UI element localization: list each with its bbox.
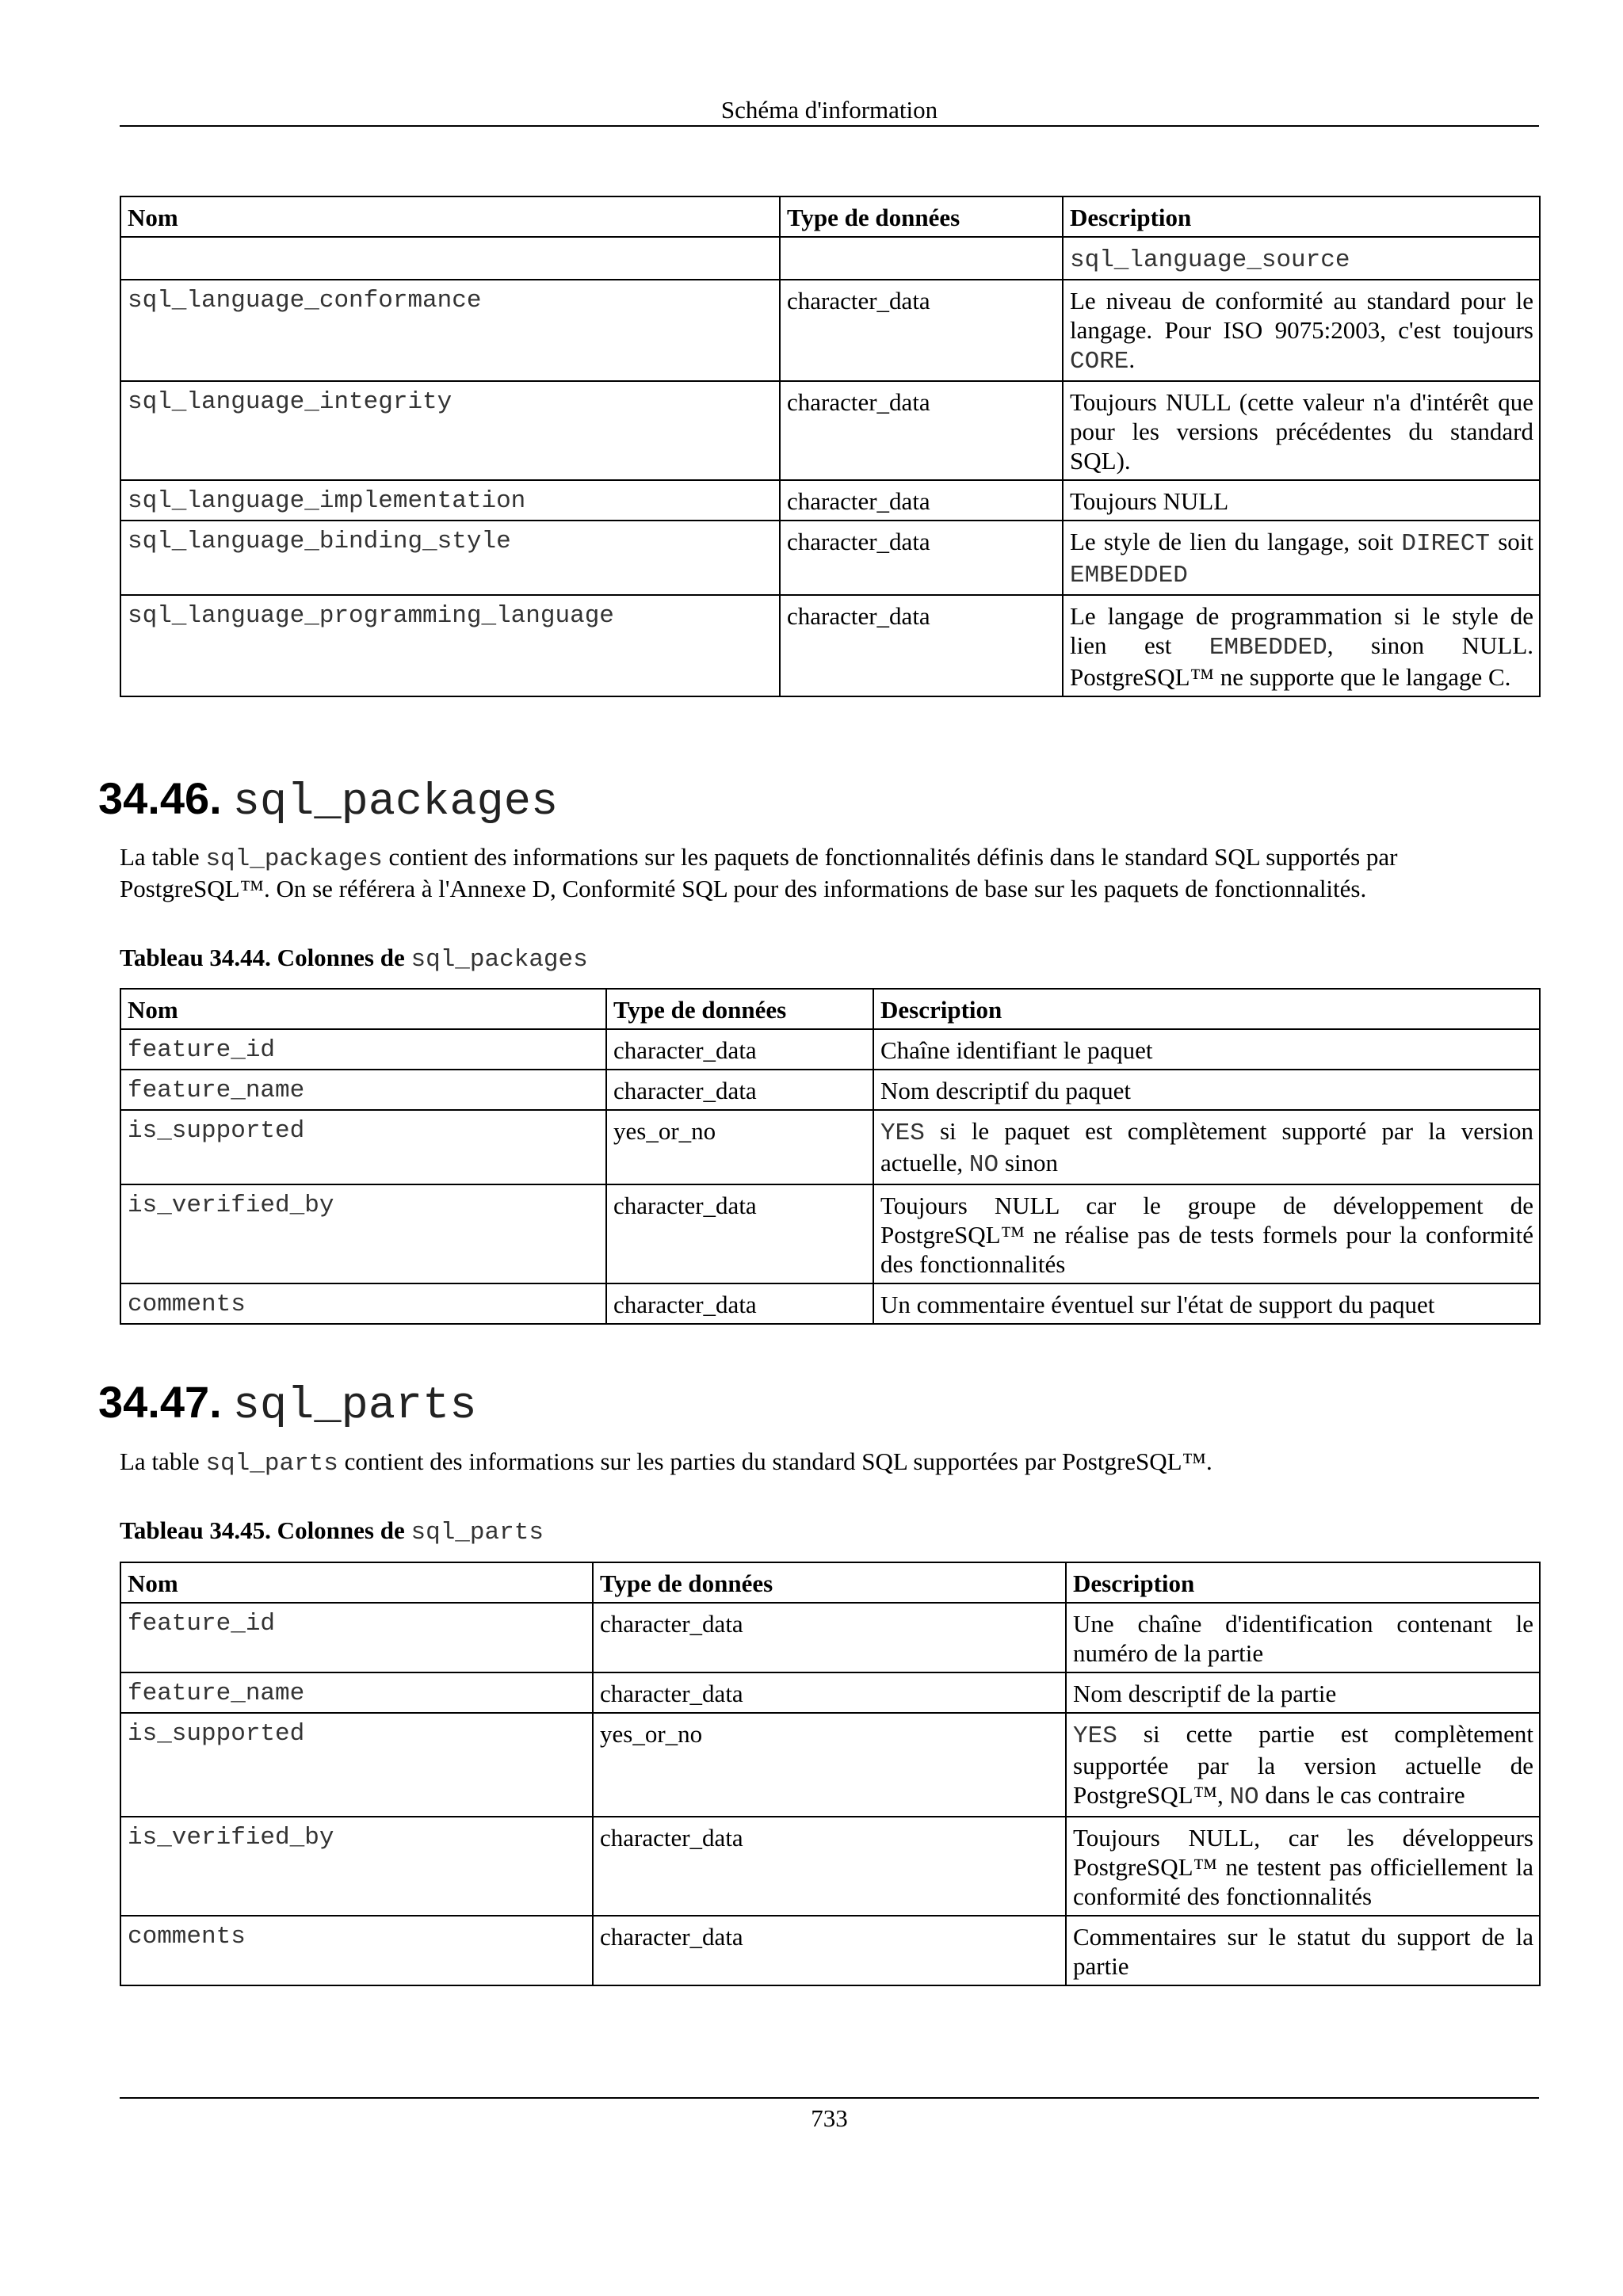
description-code: YES — [880, 1119, 925, 1147]
table-row — [120, 1603, 1540, 1672]
cell-description — [1066, 1817, 1540, 1916]
cell-type: character_data — [606, 1283, 873, 1324]
cell-name: sql_language_integrity — [120, 381, 780, 480]
table-row — [120, 595, 1540, 696]
section-intro-sql-parts — [120, 1447, 1539, 1478]
cell-type: character_data — [606, 1184, 873, 1283]
cell-name: feature_id — [120, 1029, 606, 1070]
section-number: 34.46. — [98, 773, 222, 823]
table-sql-parts — [120, 1562, 1541, 1986]
table-sql-packages — [120, 988, 1541, 1325]
description-text: Toujours NULL — [1070, 487, 1229, 515]
cell-type: character_data — [593, 1916, 1066, 1985]
description-code: EMBEDDED — [1070, 562, 1188, 589]
cell-description — [1063, 595, 1540, 696]
table-row — [120, 1672, 1540, 1713]
intro-text: contient des informations sur les paquets de fonctionnalités définis dans le standard SQL supportés par PostgreSQL™. On se référera à l'Annexe D, Conformité SQL pour des informations de base sur les paquets de fonctionnalités. — [120, 843, 1398, 902]
cell-description — [1063, 521, 1540, 595]
cell-description — [1066, 1672, 1540, 1713]
description-text: Une chaîne d'identification contenant le numéro de la partie — [1073, 1610, 1533, 1667]
table-row — [120, 237, 1540, 280]
section-code: sql_parts — [232, 1381, 477, 1432]
cell-type: yes_or_no — [606, 1110, 873, 1184]
table-row — [120, 1110, 1540, 1184]
column-header-description: Description — [1066, 1562, 1540, 1603]
cell-description — [1063, 381, 1540, 480]
cell-name: feature_id — [120, 1603, 593, 1672]
description-code: YES — [1073, 1722, 1117, 1750]
description-code: sql_language_source — [1070, 246, 1350, 274]
column-header-description: Description — [873, 989, 1540, 1029]
section-code: sql_packages — [232, 777, 559, 828]
cell-name: sql_language_implementation — [120, 480, 780, 521]
cell-type: character_data — [593, 1603, 1066, 1672]
description-text: sinon — [999, 1149, 1059, 1177]
cell-name: feature_name — [120, 1672, 593, 1713]
intro-code: sql_parts — [205, 1450, 338, 1478]
intro-text: La table — [120, 1447, 206, 1475]
cell-description — [1063, 237, 1540, 280]
description-text: si cette partie est complètement supportée par la version actuelle de PostgreSQL™, — [1073, 1720, 1533, 1809]
cell-name: is_supported — [120, 1713, 593, 1817]
cell-name: is_verified_by — [120, 1817, 593, 1916]
table-row — [120, 381, 1540, 480]
section-title-sql-packages — [98, 773, 558, 828]
cell-description — [1063, 480, 1540, 521]
description-code: EMBEDDED — [1209, 634, 1327, 662]
table-row — [120, 1070, 1540, 1110]
cell-type: character_data — [780, 280, 1063, 381]
cell-type — [780, 237, 1063, 280]
page-header — [120, 93, 1539, 127]
column-header-type: Type de données — [780, 196, 1063, 237]
description-text: Commentaires sur le statut du support de la partie — [1073, 1923, 1533, 1980]
description-text: Le langage de programmation si le style de lien est — [1070, 602, 1533, 659]
column-header-nom: Nom — [120, 989, 606, 1029]
table-row — [120, 480, 1540, 521]
description-code: CORE — [1070, 348, 1129, 376]
description-text: Chaîne identifiant le paquet — [880, 1036, 1153, 1064]
cell-name: feature_name — [120, 1070, 606, 1110]
section-number: 34.47. — [98, 1377, 222, 1427]
description-text: Le niveau de conformité au standard pour le langage. Pour ISO 9075:2003, c'est toujours — [1070, 287, 1533, 344]
cell-name: comments — [120, 1916, 593, 1985]
cell-description — [1066, 1603, 1540, 1672]
section-title-sql-parts — [98, 1377, 477, 1432]
table-header-row — [120, 196, 1540, 237]
description-text: Nom descriptif du paquet — [880, 1077, 1131, 1104]
table-row — [120, 280, 1540, 381]
table-row — [120, 1283, 1540, 1324]
table-row — [120, 1817, 1540, 1916]
description-text: Un commentaire éventuel sur l'état de support du paquet — [880, 1291, 1435, 1318]
column-header-description: Description — [1063, 196, 1540, 237]
table-continued — [120, 196, 1541, 697]
column-header-nom: Nom — [120, 1562, 593, 1603]
caption-label: Tableau 34.44. Colonnes de — [120, 944, 411, 971]
cell-type: character_data — [606, 1029, 873, 1070]
cell-name: sql_language_programming_language — [120, 595, 780, 696]
cell-type: character_data — [780, 480, 1063, 521]
description-code: DIRECT — [1401, 530, 1490, 558]
cell-description — [873, 1283, 1540, 1324]
cell-name: is_supported — [120, 1110, 606, 1184]
description-code: NO — [968, 1151, 999, 1179]
description-text: Toujours NULL (cette valeur n'a d'intérêt que pour les versions précédentes du standard SQL). — [1070, 388, 1533, 475]
cell-type: character_data — [780, 521, 1063, 595]
cell-description — [1066, 1916, 1540, 1985]
cell-type: character_data — [593, 1672, 1066, 1713]
cell-type: character_data — [593, 1817, 1066, 1916]
description-text: Toujours NULL, car les développeurs PostgreSQL™ ne testent pas officiellement la conformité des fonctionnalités — [1073, 1824, 1533, 1910]
table-caption-sql-parts — [120, 1515, 544, 1549]
caption-label: Tableau 34.45. Colonnes de — [120, 1516, 411, 1544]
cell-description — [873, 1110, 1540, 1184]
column-header-type: Type de données — [593, 1562, 1066, 1603]
description-code: NO — [1229, 1783, 1259, 1811]
description-text: si le paquet est complètement supporté par la version actuelle, — [880, 1117, 1533, 1177]
page-footer — [120, 2097, 1539, 2134]
table-row — [120, 1713, 1540, 1817]
cell-name: is_verified_by — [120, 1184, 606, 1283]
intro-text: contient des informations sur les parties du standard SQL supportées par PostgreSQL™. — [338, 1447, 1212, 1475]
cell-description — [873, 1029, 1540, 1070]
description-text: dans le cas contraire — [1258, 1781, 1465, 1809]
table-caption-sql-packages — [120, 942, 588, 976]
cell-name: comments — [120, 1283, 606, 1324]
caption-code: sql_parts — [411, 1519, 544, 1547]
description-text: Toujours NULL car le groupe de développement de PostgreSQL™ ne réalise pas de tests formels pour la conformité des fonctionnalités — [880, 1192, 1533, 1278]
cell-type: character_data — [606, 1070, 873, 1110]
description-text: , sinon NULL. PostgreSQL™ ne supporte que le langage C. — [1070, 631, 1534, 691]
cell-name — [120, 237, 780, 280]
table-row — [120, 1184, 1540, 1283]
column-header-type: Type de données — [606, 989, 873, 1029]
page-number: 733 — [811, 2104, 848, 2132]
cell-description — [873, 1184, 1540, 1283]
intro-text: La table — [120, 843, 206, 871]
cell-name: sql_language_binding_style — [120, 521, 780, 595]
cell-type: yes_or_no — [593, 1713, 1066, 1817]
cell-description — [1066, 1713, 1540, 1817]
caption-code: sql_packages — [411, 946, 588, 974]
table-row — [120, 1029, 1540, 1070]
cell-name: sql_language_conformance — [120, 280, 780, 381]
page-header-title: Schéma d'information — [720, 96, 938, 124]
cell-type: character_data — [780, 381, 1063, 480]
cell-type: character_data — [780, 595, 1063, 696]
table-row — [120, 1916, 1540, 1985]
description-text: . — [1128, 345, 1136, 373]
cell-description — [873, 1070, 1540, 1110]
description-text: Le style de lien du langage, soit — [1070, 528, 1402, 555]
cell-description — [1063, 280, 1540, 381]
section-intro-sql-packages — [120, 842, 1539, 903]
table-row — [120, 521, 1540, 595]
table-header-row — [120, 989, 1540, 1029]
table-header-row — [120, 1562, 1540, 1603]
column-header-nom: Nom — [120, 196, 780, 237]
description-text: Nom descriptif de la partie — [1073, 1680, 1337, 1707]
description-text: soit — [1490, 528, 1533, 555]
intro-code: sql_packages — [205, 845, 383, 873]
